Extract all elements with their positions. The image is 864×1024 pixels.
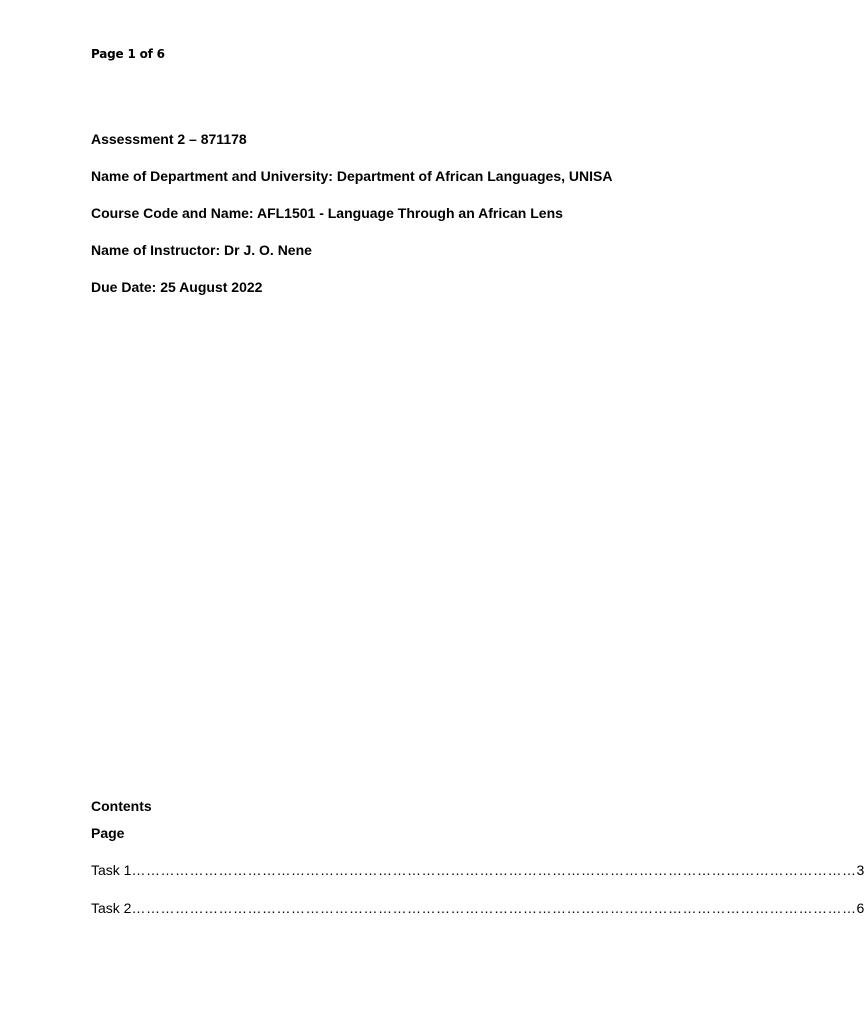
contents-page-label: Page xyxy=(91,825,125,841)
toc-entry-page: 3 xyxy=(856,862,864,878)
toc-entry-label: Task 2 xyxy=(91,900,132,916)
page-indicator: Page 1 of 6 xyxy=(91,47,165,61)
assessment-title: Assessment 2 – 871178 xyxy=(91,131,247,147)
contents-heading: Contents xyxy=(91,798,152,814)
due-date-line: Due Date: 25 August 2022 xyxy=(91,279,263,295)
toc-entry-label: Task 1 xyxy=(91,862,132,878)
instructor-line: Name of Instructor: Dr J. O. Nene xyxy=(91,242,312,258)
course-line: Course Code and Name: AFL1501 - Language Through an African Lens xyxy=(91,205,563,221)
toc-entry[interactable] xyxy=(91,900,864,916)
toc-leader: …………………………………………………………………………………………………………………………………… xyxy=(131,900,857,916)
toc-entry[interactable] xyxy=(91,862,864,878)
department-line: Name of Department and University: Department of African Languages, UNISA xyxy=(91,168,613,184)
toc-entry-page: 6 xyxy=(856,900,864,916)
toc-leader: …………………………………………………………………………………………………………………………………… xyxy=(131,862,857,878)
